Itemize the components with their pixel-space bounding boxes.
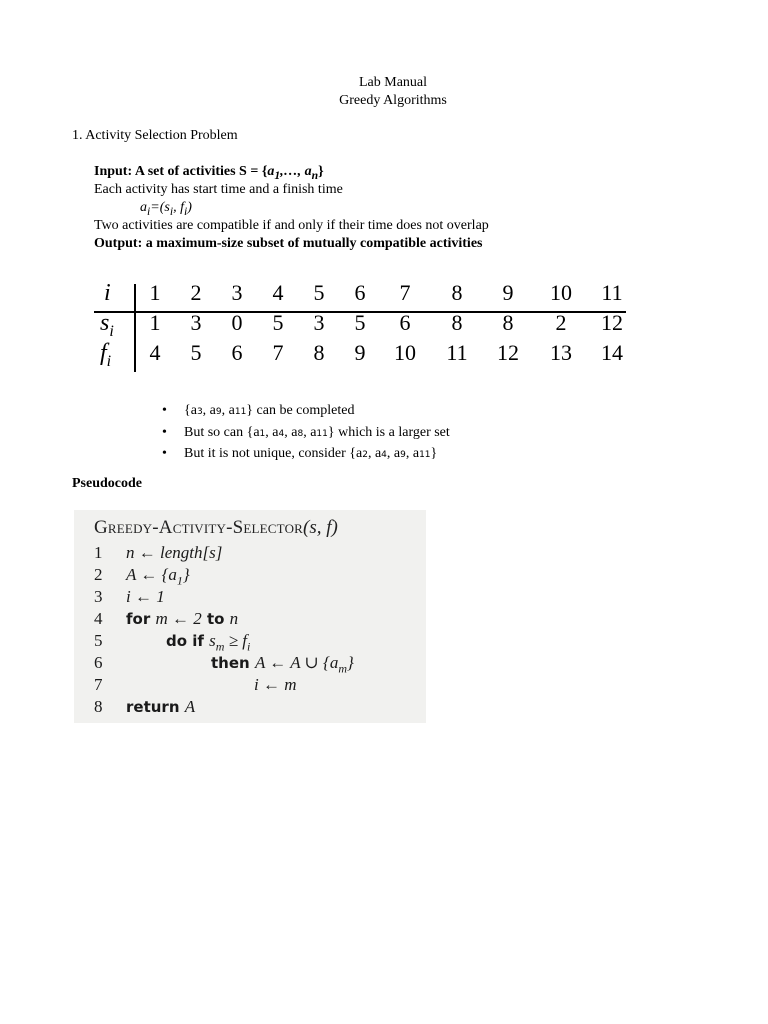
table-cell: 2 (555, 310, 567, 335)
table-cell: 5 (190, 340, 202, 365)
input-close: } (318, 164, 324, 179)
table-cell: 9 (502, 280, 514, 305)
table-cell: 0 (231, 310, 243, 335)
table-cell: 6 (231, 340, 243, 365)
row-label-i: i (104, 280, 111, 306)
table-cell: 7 (399, 280, 411, 305)
pseudocode-box: Greedy-Activity-Selector(s, f) 1 n ← length[s] 2 A ← $\{a_1\}$ 3 i ← 1 4 for m ← 2 to n 5 do if $s_m \ge f_i$ 6 then A ← A ∪ $\{a_m\}$ 7 i ← m 8 return A (74, 510, 426, 723)
table-cell: 14 (601, 340, 623, 365)
document-title: Lab Manual (358, 75, 428, 90)
example-bullet-list (160, 401, 450, 466)
line-number: 3 (94, 587, 103, 606)
table-cell: 7 (272, 340, 284, 365)
line-number: 7 (94, 675, 103, 694)
table-cell: 4 (272, 280, 284, 305)
table-cell: 11 (446, 340, 468, 365)
table-cell: 3 (190, 310, 202, 335)
list-item: • But it is not unique, consider {a2, a4, a9, a11} (160, 444, 450, 466)
table-cell: 8 (502, 310, 514, 335)
table-cell: 8 (313, 340, 325, 365)
table-cell: 1 (149, 310, 161, 335)
line-number: 2 (94, 565, 103, 584)
table-cell: 6 (399, 310, 411, 335)
table-cell: 12 (497, 340, 519, 365)
table-cell: 8 (451, 280, 463, 305)
row-label-s: $s_i$ (100, 310, 114, 340)
list-item: • But so can {a1, a4, a8, a11} which is a larger set (160, 423, 450, 445)
table-cell: 11 (601, 280, 623, 305)
table-cell: 13 (550, 340, 572, 365)
table-cell: 3 (313, 310, 325, 335)
line-number: 1 (94, 543, 103, 562)
table-cell: 3 (231, 280, 243, 305)
table-cell: 10 (550, 280, 572, 305)
input-label: Input: A set of activities S = { (94, 164, 268, 179)
table-cell: 4 (149, 340, 161, 365)
line-number: 8 (94, 697, 103, 716)
section-heading: 1. Activity Selection Problem (72, 128, 238, 143)
activity-formula: $a_i=(s_i$, $f_i$) (140, 200, 192, 218)
input-math: $a_1,\dots$, $a_n$ (267, 164, 319, 182)
pseudocode-heading: Pseudocode (72, 476, 142, 491)
table-cell: 6 (354, 280, 366, 305)
table-cell: 2 (190, 280, 202, 305)
table-cell: 5 (354, 310, 366, 335)
table-cell: 12 (601, 310, 623, 335)
table-cell: 1 (149, 280, 161, 305)
table-cell: 5 (313, 280, 325, 305)
activity-table (94, 280, 634, 376)
activity-description: Each activity has start time and a finish time (94, 182, 343, 197)
list-item: • {a3, a9, a11} can be completed (160, 401, 450, 423)
algorithm-title (94, 517, 338, 539)
output-definition: Output: a maximum-size subset of mutually compatible activities (94, 236, 483, 251)
algorithm-args: (s, f) (303, 517, 338, 538)
algorithm-name: Greedy-Activity-Selector (94, 517, 304, 538)
line-number: 5 (94, 631, 103, 650)
line-number: 4 (94, 609, 103, 628)
line-number: 6 (94, 653, 103, 672)
table-cell: 10 (394, 340, 416, 365)
document-subtitle: Greedy Algorithms (339, 93, 447, 108)
table-cell: 9 (354, 340, 366, 365)
table-cell: 8 (451, 310, 463, 335)
compatibility-description: Two activities are compatible if and only if their time does not overlap (94, 218, 489, 233)
row-label-f: $f_i$ (100, 340, 112, 370)
table-cell: 5 (272, 310, 284, 335)
